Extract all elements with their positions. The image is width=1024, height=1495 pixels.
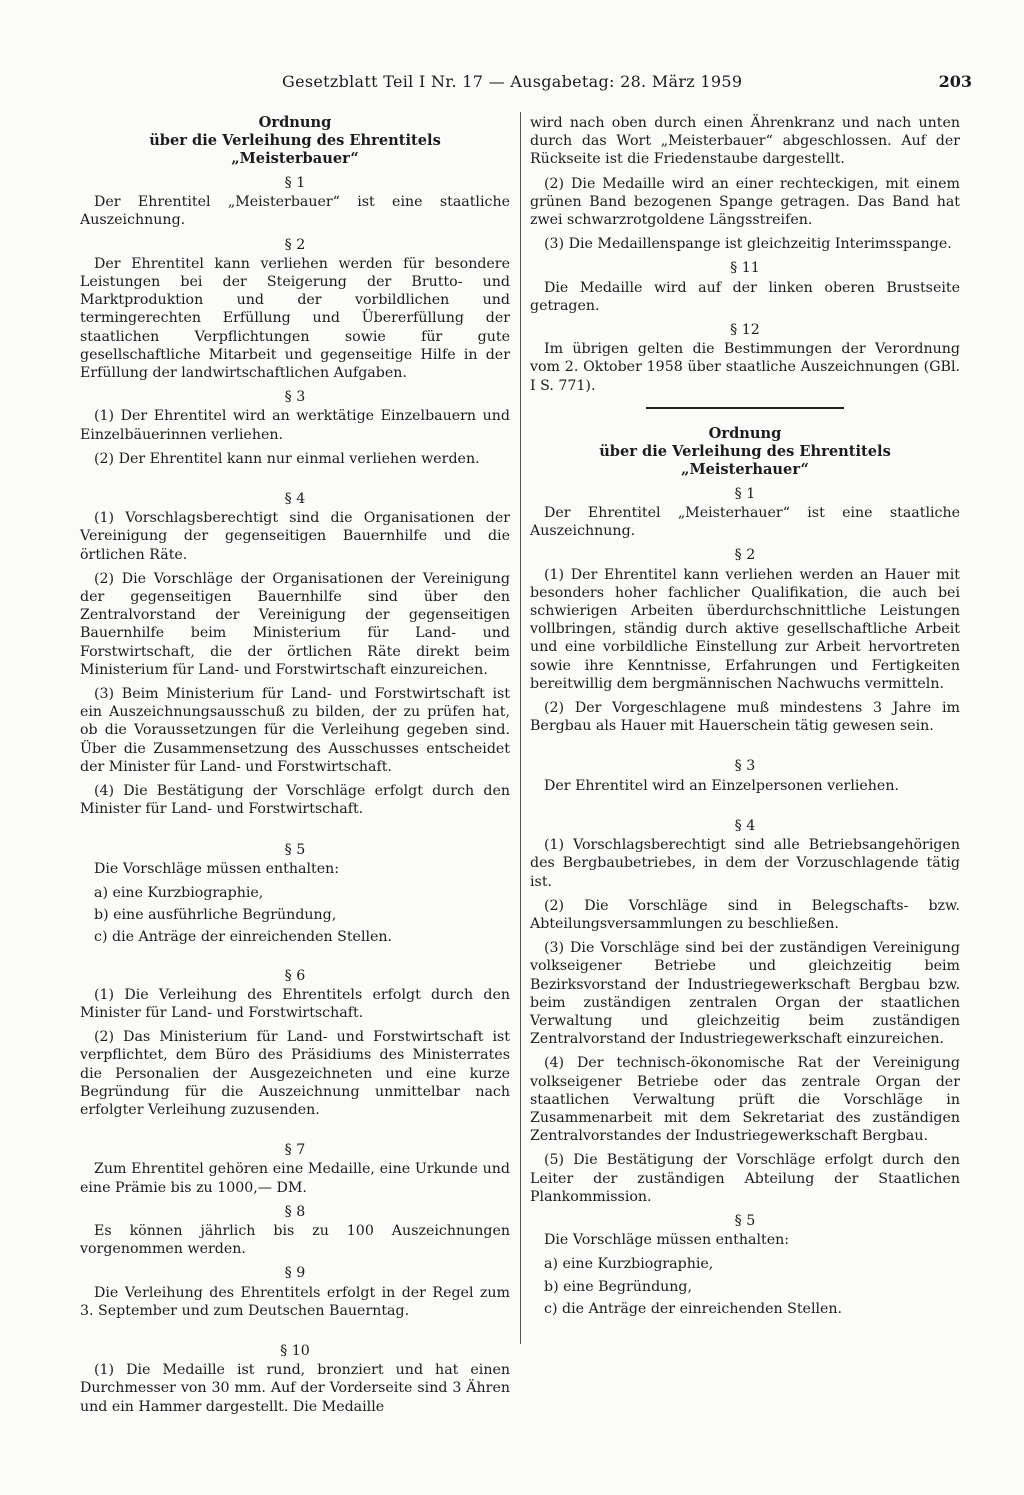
paragraph: Der Ehrentitel kann verliehen werden für besondere Leistungen bei der Steigerung der Brutto- und Marktproduktion und der vorbildlichen und termingerechten Erfüllung und Übererfüllung der staatlichen Verpflichtungen sowie für gute gesellschaftliche Mitarbeit und gegenseitige Hilfe in der Erfüllung der landwirtschaftlichen Aufgaben. bbox=[80, 255, 510, 382]
page-number: 203 bbox=[938, 72, 972, 91]
gazette-header-title: Gesetzblatt Teil I Nr. 17 — Ausgabetag: 28. März 1959 bbox=[282, 72, 743, 91]
paragraph: Die Vorschläge müssen enthalten: bbox=[544, 1232, 790, 1249]
section-heading: § 3 bbox=[734, 758, 756, 775]
section-heading: § 11 bbox=[730, 260, 760, 277]
section-heading: § 1 bbox=[734, 485, 756, 502]
paragraph: (1) Vorschlagsberechtigt sind alle Betriebsangehörigen des Bergbaubetriebes, in dem der Vorzuschlagende tätig ist. bbox=[530, 837, 960, 890]
paragraph: Die Medaille wird auf der linken oberen Brustseite getragen. bbox=[530, 279, 960, 314]
section-heading: § 5 bbox=[734, 1212, 756, 1229]
title-line: Ordnung bbox=[258, 114, 332, 131]
section-heading: § 6 bbox=[284, 967, 306, 984]
paragraph: Der Ehrentitel „Meisterbauer“ ist eine staatliche Auszeichnung. bbox=[80, 194, 510, 229]
section-heading: § 2 bbox=[734, 547, 756, 564]
paragraph: (2) Das Ministerium für Land- und Forstwirtschaft ist verpflichtet, dem Büro des Präsidiums des Ministerrates die Personalien der Ausgezeichneten und eine kurze Begründung für die Auszeichnung unmittelbar nach erfolgter Verleihung zuzusenden. bbox=[80, 1029, 510, 1118]
left-column bbox=[80, 114, 510, 1422]
section-heading: § 5 bbox=[284, 841, 306, 858]
paragraph: (3) Beim Ministerium für Land- und Forstwirtschaft ist ein Auszeichnungsausschuß zu bilden, der zu prüfen hat, ob die Voraussetzungen für die Verleihung gegeben sind. Über die Zusammensetzung des Ausschusses entscheidet der Minister für Land- und Forstwirtschaft. bbox=[80, 686, 510, 775]
paragraph: Im übrigen gelten die Bestimmungen der Verordnung vom 2. Oktober 1958 über staatliche Auszeichnungen (GBl. I S. 771). bbox=[530, 341, 960, 394]
paragraph: wird nach oben durch einen Ährenkranz und nach unten durch das Wort „Meisterbauer“ abgeschlossen. Auf der Rückseite ist die Friedenstaube dargestellt. bbox=[530, 115, 960, 168]
section-heading: § 3 bbox=[284, 389, 306, 406]
column-divider bbox=[520, 112, 521, 1344]
paragraph: (4) Der technisch-ökonomische Rat der Vereinigung volkseigener Betriebe oder das zentrale Organ der staatlichen Verwaltung prüft die Vorschläge in Zusammenarbeit mit dem Sekretariat des zuständigen Zentralvorstandes der Industriegewerkschaft Bergbau. bbox=[530, 1055, 960, 1145]
list-item: b) eine Begründung, bbox=[544, 1278, 693, 1295]
paragraph: Es können jährlich bis zu 100 Auszeichnungen vorgenommen werden. bbox=[80, 1222, 510, 1258]
list-item: c) die Anträge der einreichenden Stellen. bbox=[544, 1300, 843, 1317]
ordinance-title-meisterhauer bbox=[530, 425, 960, 479]
title-line: über die Verleihung des Ehrentitels bbox=[149, 132, 441, 149]
paragraph: (2) Die Vorschläge der Organisationen der Vereinigung der gegenseitigen Bauernhilfe sind über den Zentralvorstand der Vereinigung der gegenseitigen Bauernhilfe beim Ministerium für Land- und Forstwirtschaft, die der örtlichen Räte direkt beim Ministerium für Land- und Forstwirtschaft einzureichen. bbox=[80, 570, 510, 678]
title-line: „Meisterbauer“ bbox=[231, 150, 359, 167]
paragraph: (1) Der Ehrentitel wird an werktätige Einzelbauern und Einzelbäuerinnen verliehen. bbox=[80, 408, 510, 443]
section-heading: § 1 bbox=[284, 175, 306, 191]
section-heading: § 4 bbox=[284, 491, 306, 508]
section-heading: § 12 bbox=[730, 322, 760, 339]
title-line: über die Verleihung des Ehrentitels bbox=[599, 442, 891, 460]
section-heading: § 2 bbox=[284, 236, 306, 253]
page-header bbox=[282, 72, 972, 96]
paragraph: Die Verleihung des Ehrentitels erfolgt in der Regel zum 3. September und zum Deutschen Bauerntag. bbox=[80, 1284, 510, 1319]
paragraph: (1) Vorschlagsberechtigt sind die Organisationen der Vereinigung der gegenseitigen Bauernhilfe und die örtlichen Räte. bbox=[80, 510, 510, 563]
paragraph: (1) Der Ehrentitel kann verliehen werden an Hauer mit besonders hoher fachlicher Qualifikation, die auch bei schwierigen Arbeiten überdurchschnittliche Leistungen vollbringen, ständig durch aktive gesellschaftliche Arbeit und eine vorbildliche Einstellung zur Arbeit hervortreten sowie ihre Kenntnisse, Erfahrungen und Fertigkeiten bereitwillig dem bergmännischen Nachwuchs vermitteln. bbox=[530, 566, 960, 692]
paragraph: (3) Die Medaillenspange ist gleichzeitig Interimsspange. bbox=[544, 236, 952, 253]
paragraph: Zum Ehrentitel gehören eine Medaille, eine Urkunde und eine Prämie bis zu 1000,— DM. bbox=[80, 1161, 510, 1196]
section-heading: § 8 bbox=[284, 1203, 306, 1220]
paragraph: (2) Der Vorgeschlagene muß mindestens 3 Jahre im Bergbau als Hauer mit Hauerschein tätig gewesen sein. bbox=[530, 700, 960, 735]
paragraph: (1) Die Medaille ist rund, bronziert und hat einen Durchmesser von 30 mm. Auf der Vorderseite sind 3 Ähren und ein Hammer dargestellt. Die Medaille bbox=[80, 1362, 510, 1415]
list-item: a) eine Kurzbiographie, bbox=[544, 1256, 714, 1273]
paragraph: (2) Der Ehrentitel kann nur einmal verliehen werden. bbox=[94, 450, 480, 467]
paragraph: (3) Die Vorschläge sind bei der zuständigen Vereinigung volkseigener Betriebe und gleichzeitig beim Bezirksvorstand der Industriegewerkschaft Bergbau bzw. beim zuständigen zentralen Organ der staatlichen Verwaltung und gleichzeitig beim zuständigen Zentralvorstand der Industriegewerkschaft einzureichen. bbox=[530, 940, 960, 1048]
paragraph: (4) Die Bestätigung der Vorschläge erfolgt durch den Minister für Land- und Forstwirtschaft. bbox=[80, 783, 510, 818]
paragraph: (5) Die Bestätigung der Vorschläge erfolgt durch den Leiter der zuständigen Abteilung der Staatlichen Plankommission. bbox=[530, 1152, 960, 1205]
section-heading: § 7 bbox=[284, 1142, 306, 1159]
section-separator-rule bbox=[646, 407, 844, 409]
list-item: a) eine Kurzbiographie, bbox=[94, 884, 264, 901]
ordinance-title-meisterbauer bbox=[80, 114, 510, 168]
right-column bbox=[530, 114, 960, 1322]
paragraph: Die Vorschläge müssen enthalten: bbox=[94, 860, 340, 877]
section-heading: § 10 bbox=[280, 1342, 310, 1359]
paragraph: (2) Die Vorschläge sind in Belegschafts- bzw. Abteilungsversammlungen zu beschließen. bbox=[530, 897, 960, 932]
list-item: c) die Anträge der einreichenden Stellen. bbox=[94, 929, 393, 946]
section-heading: § 4 bbox=[734, 817, 756, 834]
title-line: „Meisterhauer“ bbox=[681, 460, 809, 478]
list-item: b) eine ausführliche Begründung, bbox=[94, 907, 337, 924]
title-line: Ordnung bbox=[708, 424, 782, 442]
paragraph: Der Ehrentitel wird an Einzelpersonen verliehen. bbox=[544, 777, 899, 794]
paragraph: (1) Die Verleihung des Ehrentitels erfolgt durch den Minister für Land- und Forstwirtschaft. bbox=[80, 986, 510, 1021]
section-heading: § 9 bbox=[284, 1265, 306, 1282]
paragraph: Der Ehrentitel „Meisterhauer“ ist eine staatliche Auszeichnung. bbox=[530, 505, 960, 540]
paragraph: (2) Die Medaille wird an einer rechteckigen, mit einem grünen Band bezogenen Spange getragen. Das Band hat zwei schwarzrotgoldene Längsstreifen. bbox=[530, 175, 960, 229]
